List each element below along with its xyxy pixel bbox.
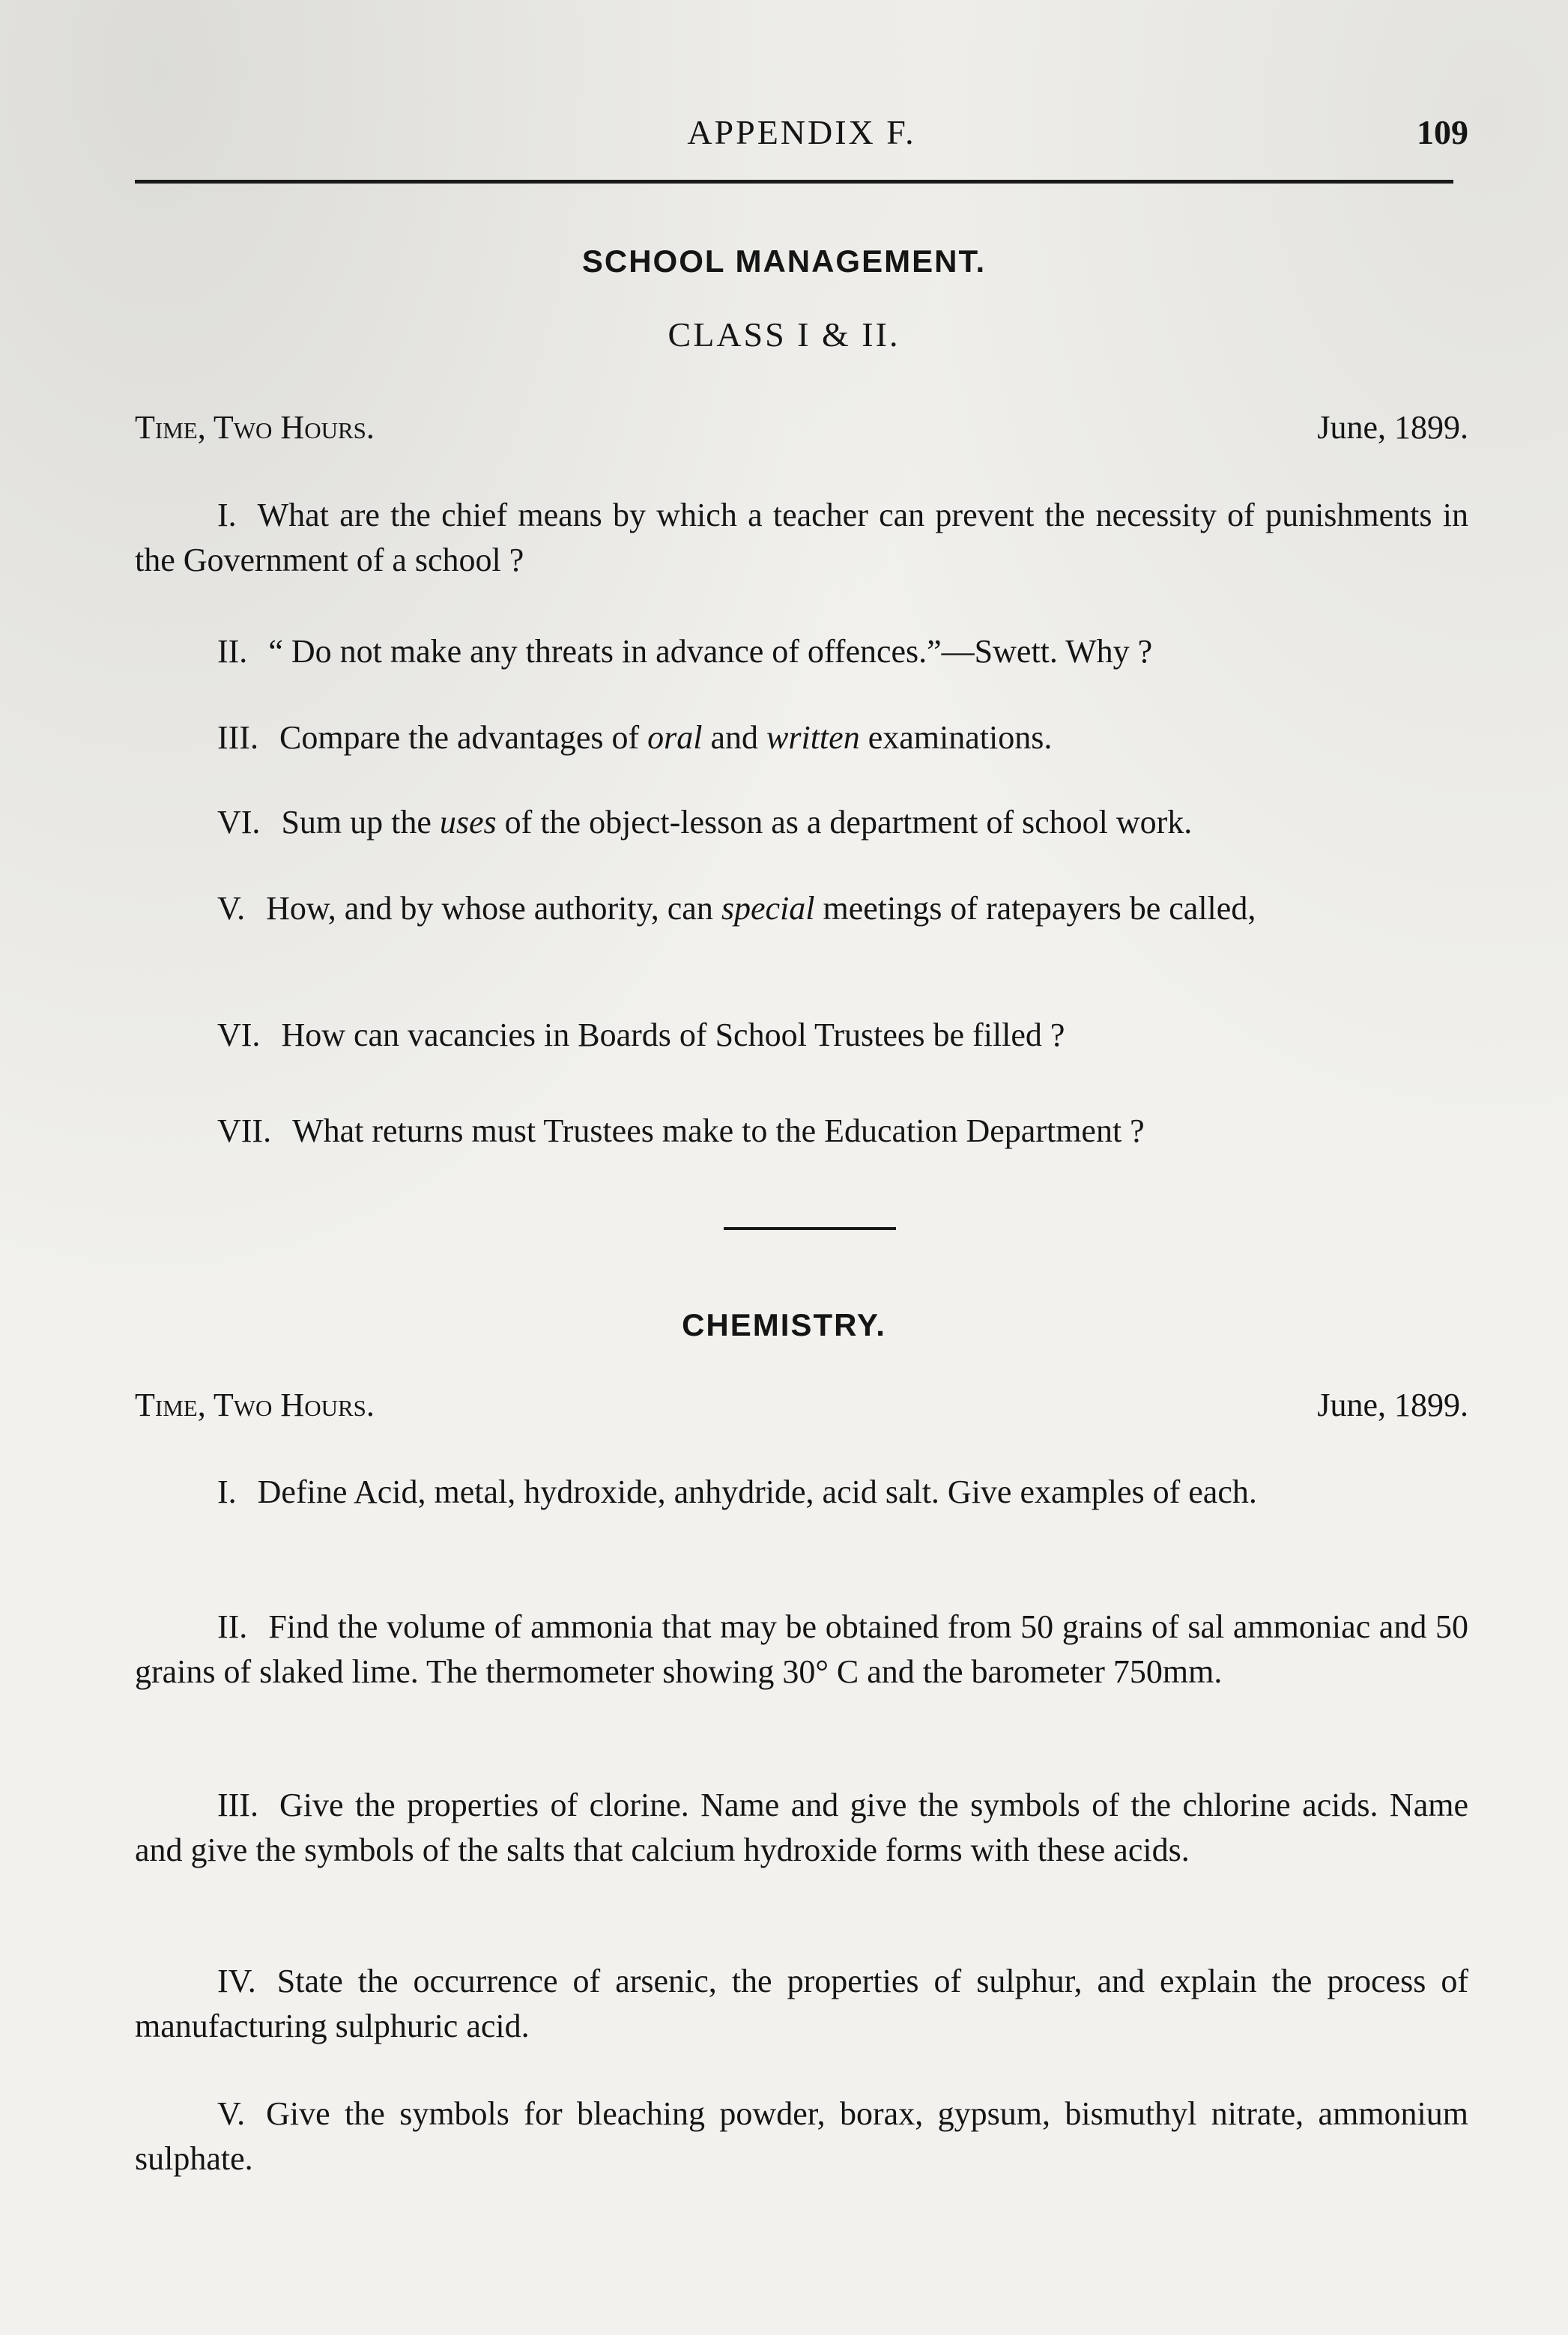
- question-item: [135, 800, 1468, 845]
- question-number: II.: [217, 633, 248, 670]
- question-text: examinations.: [859, 719, 1053, 756]
- question-emphasis: oral: [647, 719, 703, 756]
- question-text: Give the symbols for bleaching powder, borax, gypsum, bismuthyl nitrate, ammonium sulphate.: [135, 2095, 1468, 2177]
- exam-time: Time, Two Hours.: [135, 1387, 375, 1423]
- question-text: Compare the advantages of: [279, 719, 648, 756]
- question-text: State the occurrence of arsenic, the properties of sulphur, and explain the process of manufacturing sulphuric acid.: [135, 1963, 1468, 2044]
- page-header: [135, 112, 1468, 165]
- question-text: “ Do not make any threats in advance of offences.”—Swett. Why ?: [268, 633, 1153, 670]
- question-number: VII.: [217, 1112, 272, 1149]
- question-text: What returns must Trustees make to the Education Department ?: [292, 1112, 1145, 1149]
- question-emphasis: written: [766, 719, 860, 756]
- question-emphasis: special: [721, 890, 815, 927]
- question-text: meetings of ratepayers be called,: [814, 890, 1256, 927]
- question-emphasis: uses: [439, 804, 497, 841]
- question-number: IV.: [217, 1963, 256, 1999]
- question-text: and: [702, 719, 767, 756]
- question-item: [135, 1109, 1468, 1154]
- question-number: V.: [217, 2095, 246, 2132]
- header-rule: [135, 180, 1453, 184]
- question-text: Give the properties of clorine. Name and give the symbols of the chlorine acids. Name and give the symbols of the salts that calcium hydroxide forms with these acids.: [135, 1787, 1468, 1868]
- exam-date: June, 1899.: [1317, 409, 1468, 446]
- question-number: V.: [217, 890, 246, 927]
- section-title-chemistry: CHEMISTRY.: [682, 1307, 886, 1342]
- page-number: 109: [1417, 113, 1468, 151]
- question-text: Find the volume of ammonia that may be obtained from 50 grains of sal ammoniac and 50 grains of slaked lime. The thermometer showing 30° C and the barometer 750mm.: [135, 1608, 1468, 1690]
- section-title-school-management: SCHOOL MANAGEMENT.: [581, 243, 987, 279]
- question-item: [135, 715, 1468, 760]
- question-item: [135, 1783, 1468, 1873]
- exam-date: June, 1899.: [1317, 1387, 1468, 1423]
- question-number: VI.: [217, 1017, 261, 1053]
- question-item: [135, 2092, 1468, 2181]
- question-item: [135, 1959, 1468, 2049]
- question-item: [135, 1013, 1468, 1058]
- question-text: of the object-lesson as a department of school work.: [496, 804, 1193, 841]
- question-item: [135, 629, 1468, 674]
- question-item: [135, 1605, 1468, 1695]
- section-subtitle-class: CLASS I & II.: [668, 315, 900, 354]
- question-text: Define Acid, metal, hydroxide, anhydride, acid salt. Give examples of each.: [257, 1474, 1257, 1510]
- question-number: III.: [217, 719, 258, 756]
- question-text: What are the chief means by which a teacher can prevent the necessity of punishments in the Government of a school ?: [135, 497, 1468, 578]
- question-number: II.: [217, 1608, 248, 1645]
- question-text: How, and by whose authority, can: [266, 890, 721, 927]
- appendix-heading: APPENDIX F.: [687, 113, 916, 151]
- question-number: I.: [217, 1474, 237, 1510]
- question-number: VI.: [217, 804, 261, 841]
- question-number: III.: [217, 1787, 258, 1823]
- question-item: [135, 493, 1468, 583]
- question-text: Sum up the: [281, 804, 440, 841]
- section-divider: [724, 1227, 896, 1230]
- question-number: I.: [217, 497, 237, 533]
- exam-time: Time, Two Hours.: [135, 409, 375, 446]
- question-item: [135, 886, 1468, 931]
- question-text: How can vacancies in Boards of School Trustees be filled ?: [281, 1017, 1065, 1053]
- question-item: [135, 1470, 1468, 1515]
